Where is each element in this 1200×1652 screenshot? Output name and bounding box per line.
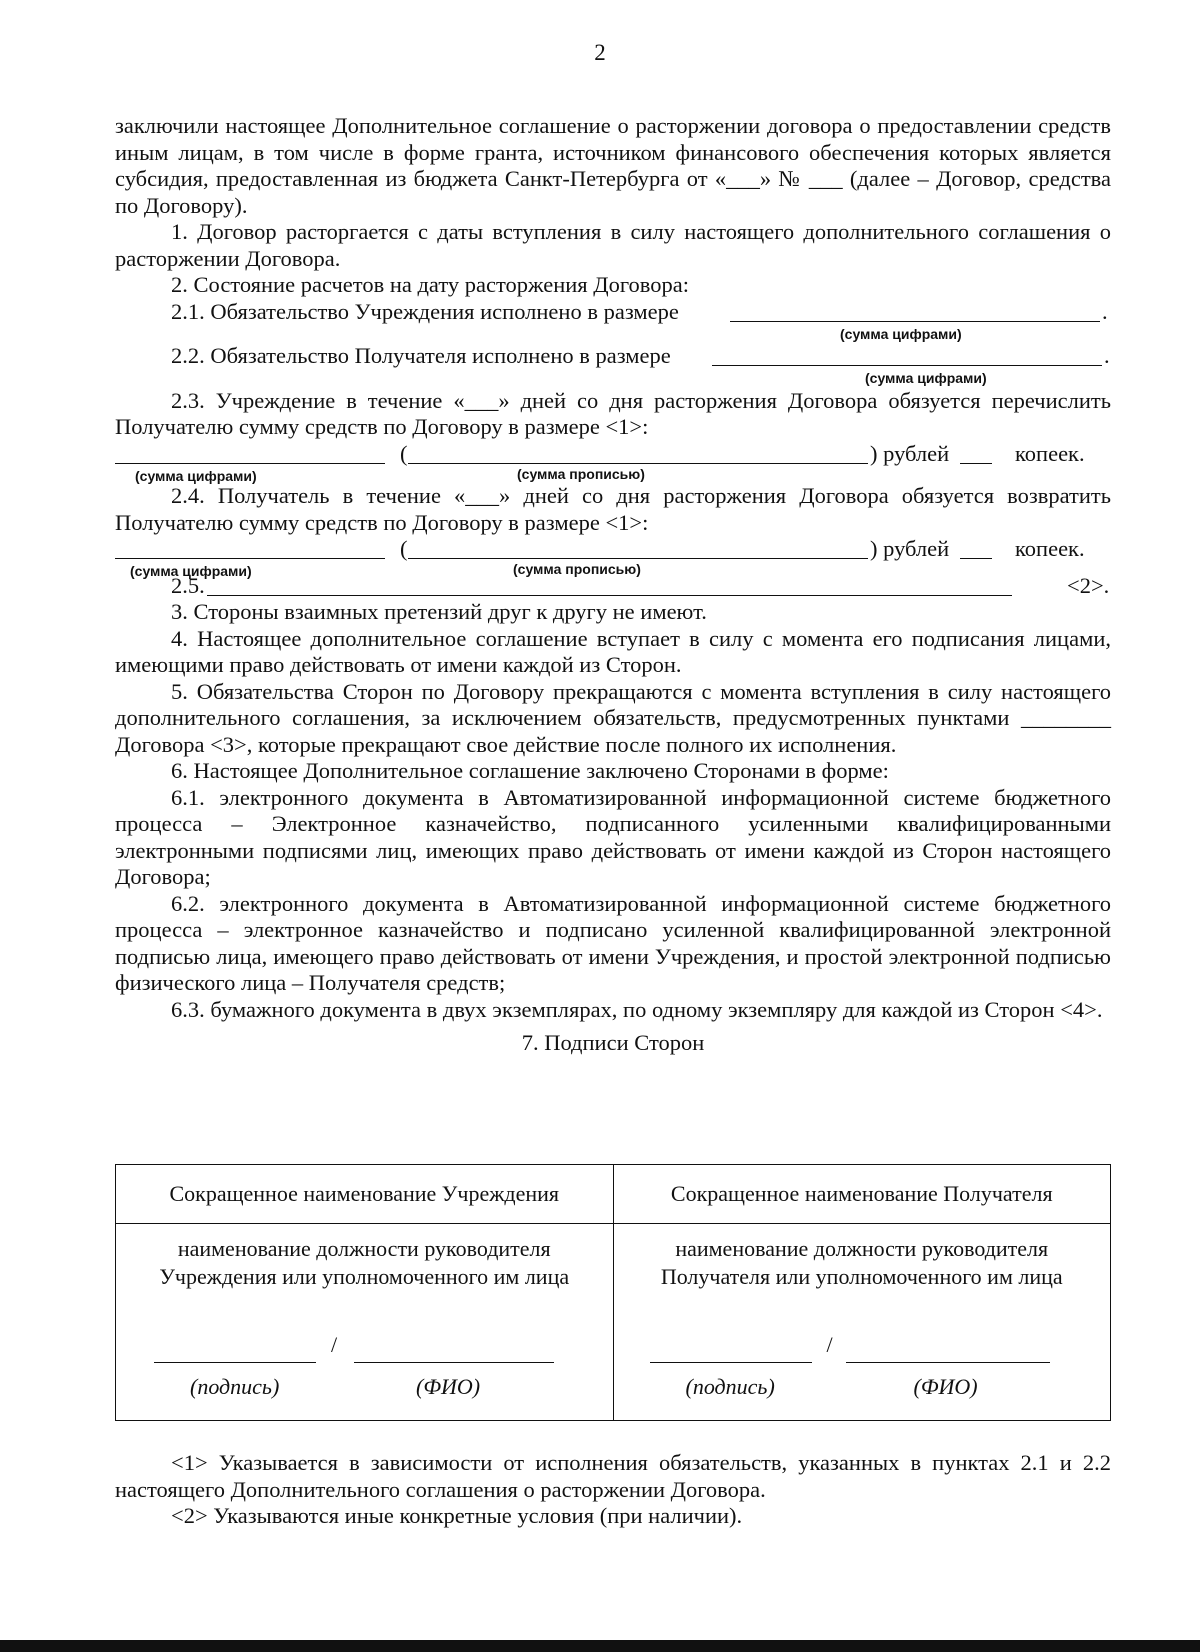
left-signature-cell: наименование должности руководителя Учреждения или уполномоченного им лица / (подпись) (ФИО) <box>116 1224 614 1421</box>
right-fio-caption: (ФИО) <box>913 1374 978 1399</box>
kopecks-label: копеек. <box>1015 440 1085 466</box>
signatures-table <box>115 1164 1111 1421</box>
footnote-1: <1> Указывается в зависимости от исполнения обязательств, указанных в пунктах 2.1 и 2.2 настоящего Дополнительного соглашения о расторжении Договора. <box>115 1450 1111 1502</box>
clause-6-2: 6.2. электронного документа в Автоматизированной информационной системе бюджетного процесса – электронное казначейство и подписано усиленной квалифицированной электронной подписью лица, имеющего право действовать от имени Учреждения, и простой электронной подписью физического лица – Получателя средств; <box>115 890 1111 995</box>
clause-2-2-blank <box>712 345 1102 366</box>
left-fio-line <box>354 1362 554 1363</box>
caption-sum-digits: (сумма цифрами) <box>865 370 987 386</box>
scan-edge <box>0 1640 1200 1652</box>
section-7-heading: 7. Подписи Сторон <box>521 1030 705 1055</box>
footnote-2: <2> Указываются иные конкретные условия (при наличии). <box>171 1503 743 1528</box>
left-signature-line <box>154 1362 316 1363</box>
clause-4: 4. Настоящее дополнительное соглашение вступает в силу с момента его подписания лицами, имеющими право действовать от имени каждой из Сторон. <box>115 625 1111 677</box>
right-signature-cell: наименование должности руководителя Получателя или уполномоченного им лица / (подпись) (ФИО) <box>613 1224 1111 1421</box>
clause-6-3: 6.3. бумажного документа в двух экземплярах, по одному экземпляру для каждой из Сторон <4>. <box>171 996 1103 1022</box>
right-fio-line <box>846 1362 1050 1363</box>
clause-2-1-blank <box>730 301 1100 322</box>
clause-5: 5. Обязательства Сторон по Договору прекращаются с момента вступления в силу настоящего дополнительного соглашения, за исключением обязательств, предусмотренных пунктами ________ Договора <3>, которые прекращают свое действие после полного их исполнения. <box>115 678 1111 757</box>
page-number: 2 <box>594 40 606 65</box>
clause-6: 6. Настоящее Дополнительное соглашение заключено Сторонами в форме: <box>171 758 889 783</box>
left-fio-caption: (ФИО) <box>416 1374 481 1399</box>
caption-sum-digits: (сумма цифрами) <box>840 325 962 342</box>
clause-2-3: 2.3. Учреждение в течение «___» дней со дня расторжения Договора обязуется перечислить Получателю сумму средств по Договору в размере <1>: <box>115 387 1111 439</box>
clause-3: 3. Стороны взаимных претензий друг к другу не имеют. <box>171 599 707 624</box>
clause-2-4: 2.4. Получатель в течение «___» дней со дня расторжения Договора обязуется возвратить Получателю сумму средств по Договору в размере <1>: <box>115 483 1111 535</box>
left-party-name: Сокращенное наименование Учреждения <box>116 1165 614 1224</box>
clause-2: 2. Состояние расчетов на дату расторжения Договора: <box>171 272 690 297</box>
right-party-name: Сокращенное наименование Получателя <box>613 1165 1111 1224</box>
body-block-1 <box>115 113 1111 1057</box>
sum-digits-blank <box>115 443 385 464</box>
rubles-label: ) рублей <box>870 440 950 466</box>
sum-digits-blank <box>115 538 385 559</box>
clause-2-5-blank <box>207 575 1012 596</box>
right-position: наименование должности руководителя Получателя или уполномоченного им лица <box>660 1236 1063 1289</box>
clause-2-5: 2.5. <box>171 572 205 598</box>
intro-paragraph: заключили настоящее Дополнительное соглашение о расторжении договора о предоставлении средств иным лицам, в том числе в форме гранта, источником финансового обеспечения которых является субсидия, предоставленная из бюджета Санкт-Петербурга от «___» № ___ (далее – Договор, средства по Договору). <box>115 113 1111 218</box>
clause-2-5-row: 2.5. <2>. <box>171 572 1110 598</box>
clause-1: 1. Договор расторгается с даты вступления в силу настоящего дополнительного соглашения о расторжении Договора. <box>115 219 1111 271</box>
clause-2-3-sum-row: ( ) рублей копеек. (сумма цифрами) (сумма прописью) <box>115 441 1111 468</box>
right-signature-caption: (подпись) <box>685 1374 775 1399</box>
clause-6-1: 6.1. электронного документа в Автоматизированной информационной системе бюджетного процесса – Электронное казначейство, подписанного усиленными квалифицированными электронными подписями лиц, имеющих право действовать от имени каждой из Сторон настоящего Договора; <box>115 784 1111 889</box>
clause-2-2: 2.2. Обязательство Получателя исполнено в размере <box>171 343 671 368</box>
right-signature-line <box>650 1362 812 1363</box>
clause-2-1-row: 2.1. Обязательство Учреждения исполнено в размере . (сумма цифрами) <box>115 299 1111 326</box>
footnotes <box>115 1450 1111 1530</box>
clause-2-1: 2.1. Обязательство Учреждения исполнено в размере <box>171 298 679 324</box>
rubles-label: ) рублей <box>870 536 950 561</box>
clause-2-2-row: 2.2. Обязательство Получателя исполнено в размере . (сумма цифрами) <box>115 343 1111 370</box>
clause-2-4-sum-row: ( ) рублей копеек. (сумма цифрами) (сумма прописью) <box>115 536 1111 563</box>
kopecks-label: копеек. <box>1015 536 1085 561</box>
left-position: наименование должности руководителя Учреждения или уполномоченного им лица <box>159 1236 570 1289</box>
left-signature-caption: (подпись) <box>190 1374 280 1399</box>
